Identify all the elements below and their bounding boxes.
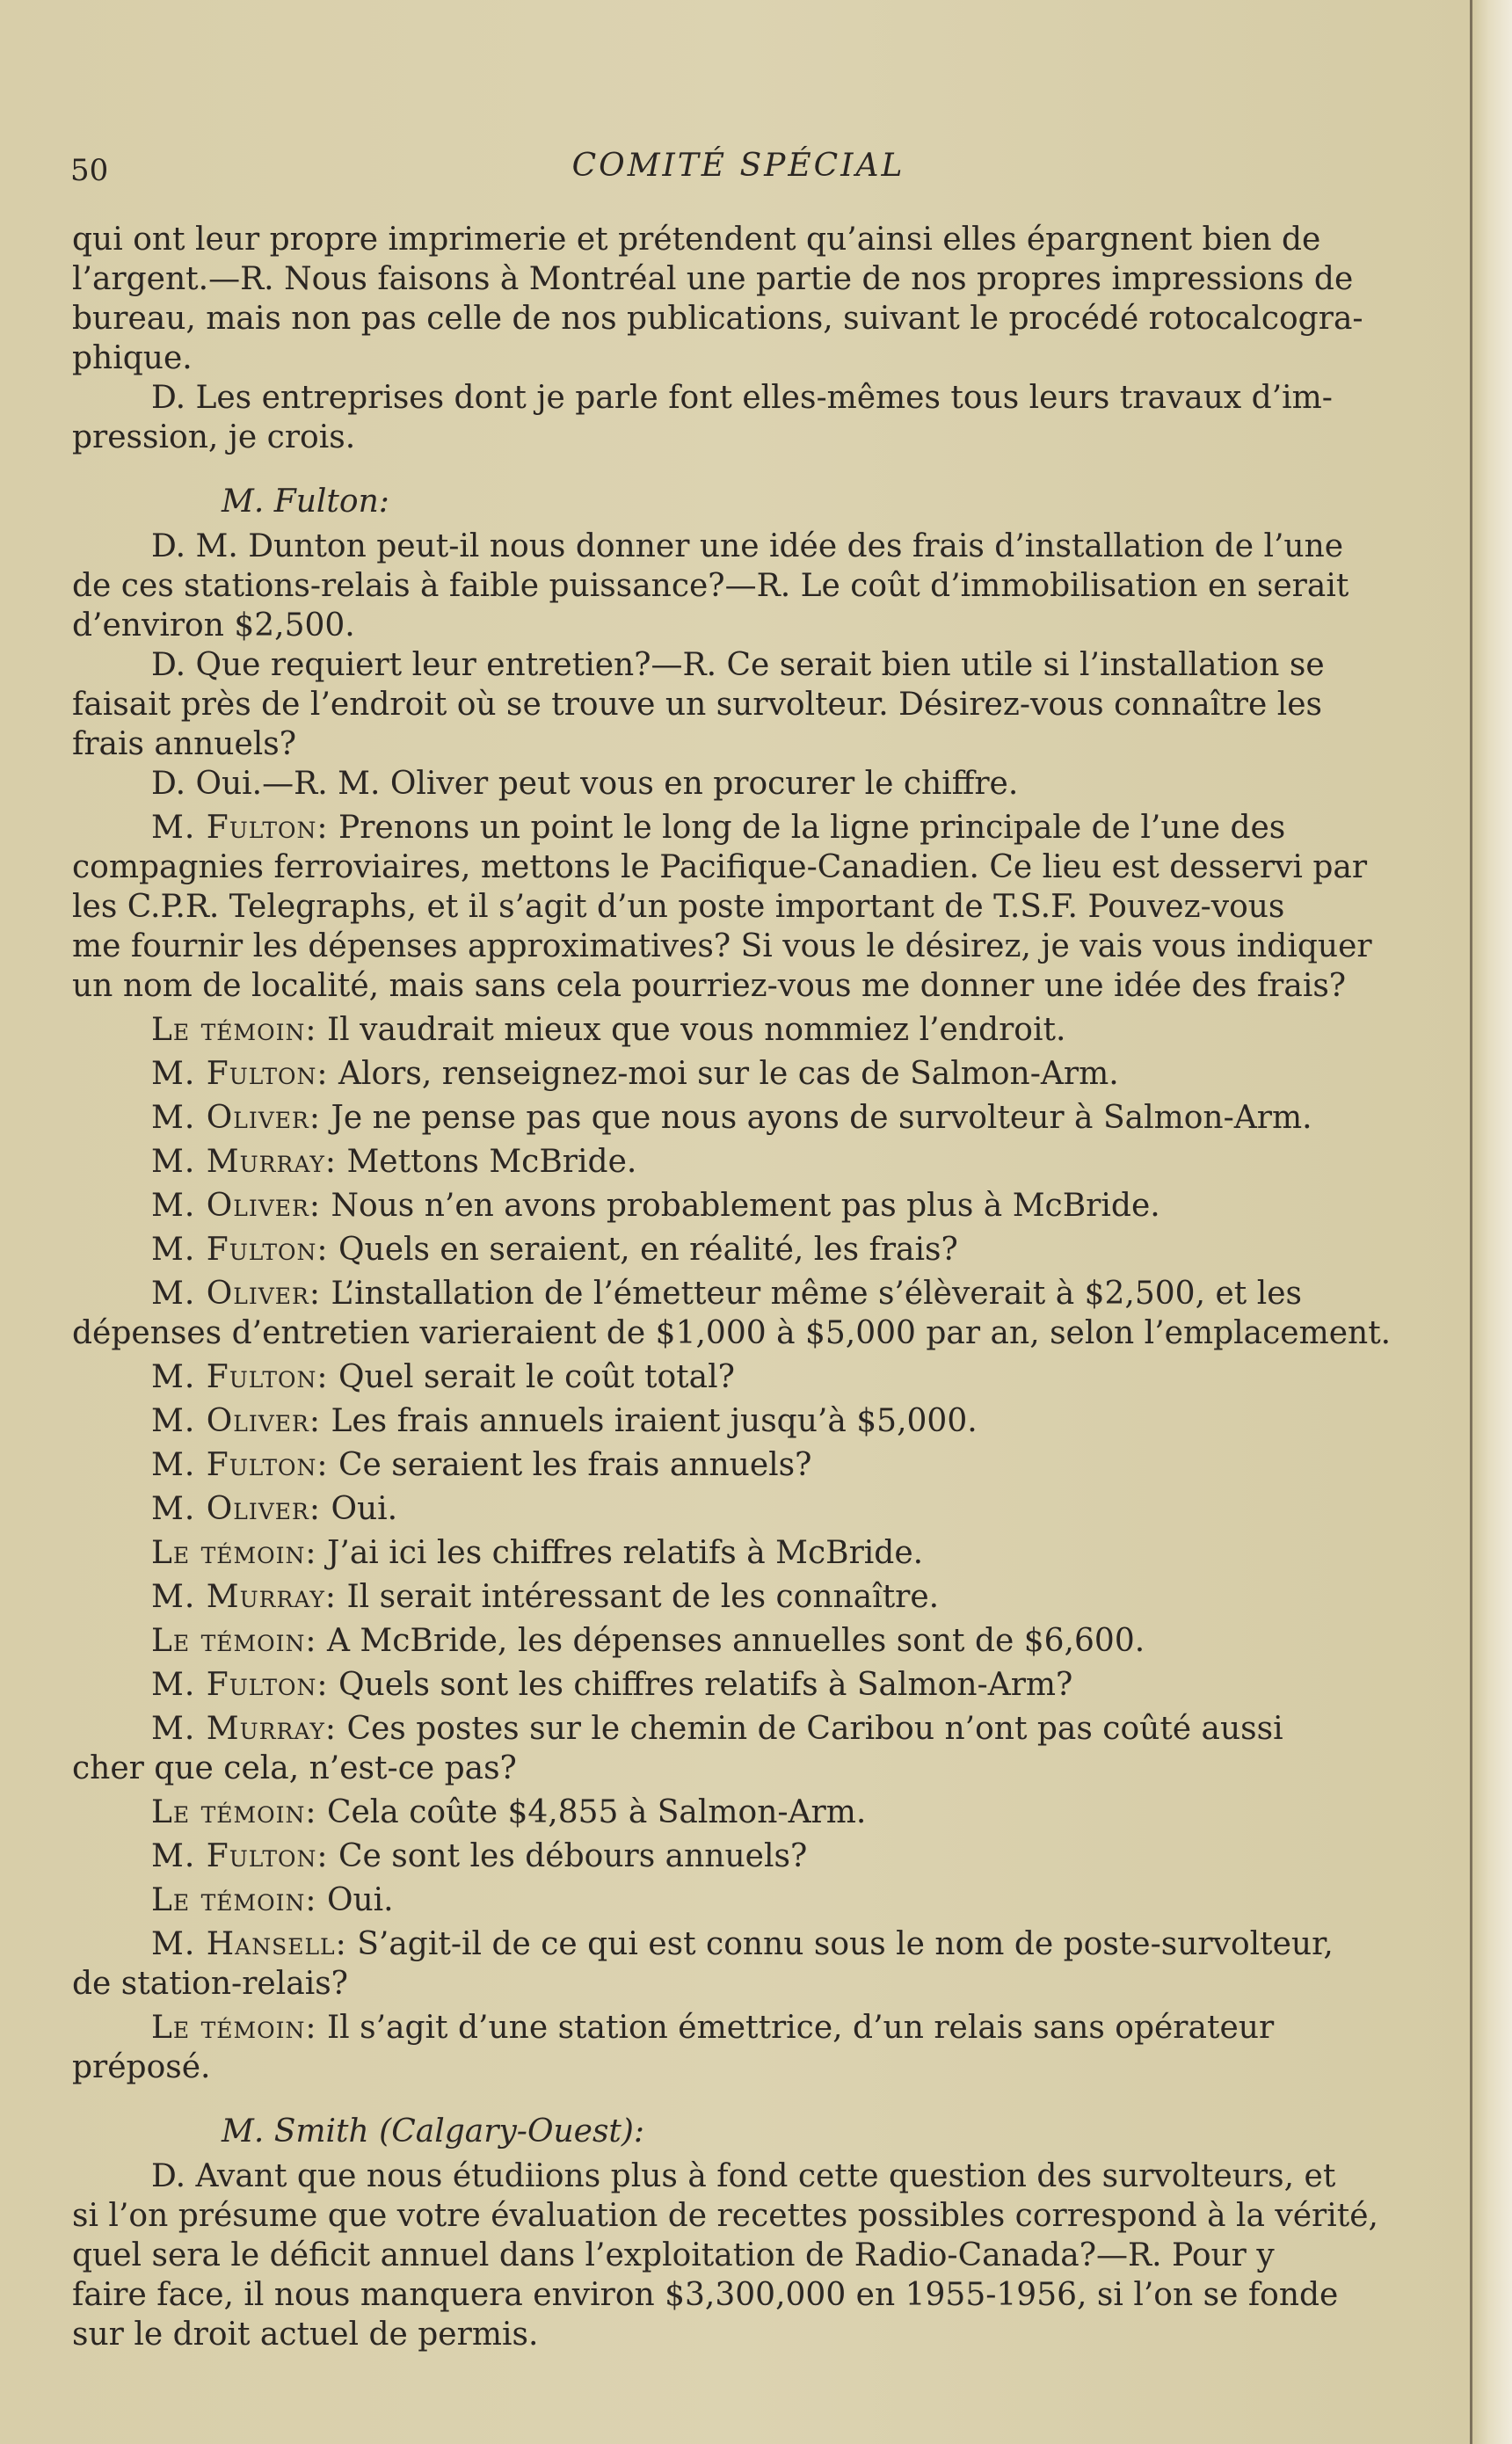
- speaker-name: M. Fulton:: [151, 1056, 329, 1092]
- dialogue-line: [72, 1880, 1398, 1920]
- text-line: un nom de localité, mais sans cela pourriez-vous me donner une idée des frais?: [72, 968, 1347, 1004]
- speaker-name: M. Murray:: [151, 1144, 337, 1180]
- text-line: D. Que requiert leur entretien?—R. Ce serait bien utile si l’installation se: [151, 647, 1325, 683]
- dialogue-text: Il serait intéressant de les connaître.: [337, 1579, 940, 1615]
- speaker-name: M. Fulton:: [151, 810, 329, 846]
- dialogue-text: Oui.: [316, 1882, 394, 1918]
- text-line: frais annuels?: [72, 726, 297, 762]
- dialogue-line: [72, 1401, 1398, 1441]
- running-head: COMITÉ SPÉCIAL: [571, 148, 905, 184]
- speaker-name: M. Fulton:: [151, 1838, 329, 1874]
- dialogue-line: [72, 1357, 1398, 1397]
- text-line: qui ont leur propre imprimerie et prétendent qu’ainsi elles épargnent bien de: [72, 222, 1321, 258]
- text-line: d’environ $2,500.: [72, 607, 355, 644]
- dialogue-text: Il vaudrait mieux que vous nommiez l’endroit.: [316, 1012, 1066, 1048]
- dialogue-line: [72, 1924, 1398, 1964]
- dialogue-line: [72, 1621, 1398, 1661]
- dialogue-text: L’installation de l’émetteur même s’élèverait à $2,500, et les: [321, 1276, 1302, 1312]
- dialogue-text: Alors, renseignez-moi sur le cas de Salmon-Arm.: [328, 1056, 1119, 1092]
- dialogue-line: [72, 1489, 1398, 1529]
- speaker-name: Le témoin:: [151, 1794, 317, 1830]
- dialogue-text: S’agit-il de ce qui est connu sous le nom de poste-survolteur,: [346, 1926, 1334, 1962]
- text-line: me fournir les dépenses approximatives? Si vous le désirez, je vais vous indiquer: [72, 928, 1372, 964]
- text-line: phique.: [72, 340, 193, 376]
- dialogue-text: J’ai ici les chiffres relatifs à McBride.: [316, 1535, 924, 1571]
- dialogue-line: [72, 1010, 1398, 1050]
- speaker-name: M. Oliver:: [151, 1100, 321, 1136]
- text-line: cher que cela, n’est-ce pas?: [72, 1750, 517, 1786]
- dialogue-line: [72, 1793, 1398, 1832]
- page-edge-line: [1470, 0, 1472, 2444]
- text-line: de station-relais?: [72, 1966, 348, 2002]
- speaker-name: M. Fulton:: [151, 1359, 329, 1395]
- text-line: dépenses d’entretien varieraient de $1,000 à $5,000 par an, selon l’emplacement.: [72, 1315, 1392, 1351]
- dialogue-line: [72, 1445, 1398, 1485]
- dialogue-text: Mettons McBride.: [337, 1144, 637, 1180]
- text-line: l’argent.—R. Nous faisons à Montréal une partie de nos propres impressions de: [72, 261, 1354, 297]
- speaker-name: M. Oliver:: [151, 1403, 321, 1439]
- dialogue-line: [72, 2008, 1398, 2048]
- dialogue-line: [72, 1274, 1398, 1313]
- speaker-name: Le témoin:: [151, 1623, 317, 1659]
- speaker-name: M. Oliver:: [151, 1188, 321, 1224]
- text-line: sur le droit actuel de permis.: [72, 2317, 539, 2353]
- text-line: pression, je crois.: [72, 419, 356, 455]
- page-edge: [1470, 0, 1512, 2444]
- speaker-heading: M. Fulton:: [222, 484, 389, 520]
- dialogue-text: Quel serait le coût total?: [328, 1359, 735, 1395]
- dialogue-text: Nous n’en avons probablement pas plus à McBride.: [321, 1188, 1160, 1224]
- dialogue-text: Je ne pense pas que nous ayons de survolteur à Salmon-Arm.: [321, 1100, 1312, 1136]
- text-line: faisait près de l’endroit où se trouve un survolteur. Désirez-vous connaître les: [72, 687, 1322, 723]
- dialogue-text: Cela coûte $4,855 à Salmon-Arm.: [316, 1794, 867, 1830]
- dialogue-text: Oui.: [321, 1491, 398, 1527]
- dialogue-line: [72, 1577, 1398, 1617]
- dialogue-line: [72, 1098, 1398, 1138]
- speaker-name: Le témoin:: [151, 1012, 317, 1048]
- dialogue-line: [72, 1665, 1398, 1705]
- dialogue-line: [72, 1142, 1398, 1182]
- text-line: faire face, il nous manquera environ $3,300,000 en 1955-1956, si l’on se fonde: [72, 2277, 1339, 2313]
- dialogue-line: [72, 1709, 1398, 1749]
- speaker-name: M. Oliver:: [151, 1491, 321, 1527]
- text-line: D. Oui.—R. M. Oliver peut vous en procurer le chiffre.: [151, 766, 1019, 802]
- dialogue-line: [72, 1533, 1398, 1573]
- dialogue-line: [72, 1837, 1398, 1876]
- speaker-name: M. Oliver:: [151, 1276, 321, 1312]
- speaker-heading: M. Smith (Calgary-Ouest):: [222, 2113, 645, 2149]
- speaker-name: M. Fulton:: [151, 1667, 329, 1703]
- speaker-name: Le témoin:: [151, 1882, 317, 1918]
- text-line: D. Les entreprises dont je parle font elles-mêmes tous leurs travaux d’im-: [151, 380, 1333, 416]
- dialogue-line: [72, 1186, 1398, 1226]
- document-body: [72, 220, 1398, 2354]
- speaker-name: M. Murray:: [151, 1579, 337, 1615]
- dialogue-text: Quels sont les chiffres relatifs à Salmon-Arm?: [328, 1667, 1073, 1703]
- dialogue-text: Il s’agit d’une station émettrice, d’un relais sans opérateur: [316, 2010, 1275, 2046]
- page-number: 50: [70, 153, 109, 188]
- speaker-name: M. Murray:: [151, 1711, 337, 1747]
- text-line: les C.P.R. Telegraphs, et il s’agit d’un poste important de T.S.F. Pouvez-vous: [72, 889, 1285, 925]
- dialogue-text: A McBride, les dépenses annuelles sont de $6,600.: [316, 1623, 1145, 1659]
- dialogue-line: [72, 1230, 1398, 1269]
- speaker-name: M. Hansell:: [151, 1926, 347, 1962]
- dialogue-text: Prenons un point le long de la ligne principale de l’une des: [328, 810, 1286, 846]
- page-header: [70, 148, 1407, 200]
- dialogue-text: Ces postes sur le chemin de Caribou n’ont pas coûté aussi: [337, 1711, 1283, 1747]
- text-line: D. Avant que nous étudiions plus à fond cette question des survolteurs, et: [151, 2158, 1336, 2194]
- speaker-name: Le témoin:: [151, 2010, 317, 2046]
- text-line: préposé.: [72, 2049, 211, 2085]
- text-line: si l’on présume que votre évaluation de recettes possibles correspond à la vérité,: [72, 2198, 1378, 2234]
- speaker-name: M. Fulton:: [151, 1447, 329, 1483]
- speaker-name: M. Fulton:: [151, 1232, 329, 1268]
- text-line: bureau, mais non pas celle de nos publications, suivant le procédé rotocalcogra-: [72, 301, 1363, 337]
- text-line: de ces stations-relais à faible puissance?—R. Le coût d’immobilisation en serait: [72, 568, 1349, 604]
- dialogue-text: Quels en seraient, en réalité, les frais?: [328, 1232, 958, 1268]
- dialogue-text: Ce sont les débours annuels?: [328, 1838, 808, 1874]
- dialogue-text: Les frais annuels iraient jusqu’à $5,000.: [321, 1403, 978, 1439]
- text-line: compagnies ferroviaires, mettons le Pacifique-Canadien. Ce lieu est desservi par: [72, 849, 1368, 885]
- dialogue-line: [72, 808, 1398, 847]
- speaker-name: Le témoin:: [151, 1535, 317, 1571]
- text-line: quel sera le déficit annuel dans l’exploitation de Radio-Canada?—R. Pour y: [72, 2237, 1275, 2273]
- dialogue-text: Ce seraient les frais annuels?: [328, 1447, 812, 1483]
- text-line: D. M. Dunton peut-il nous donner une idée des frais d’installation de l’une: [151, 528, 1344, 564]
- dialogue-line: [72, 1054, 1398, 1094]
